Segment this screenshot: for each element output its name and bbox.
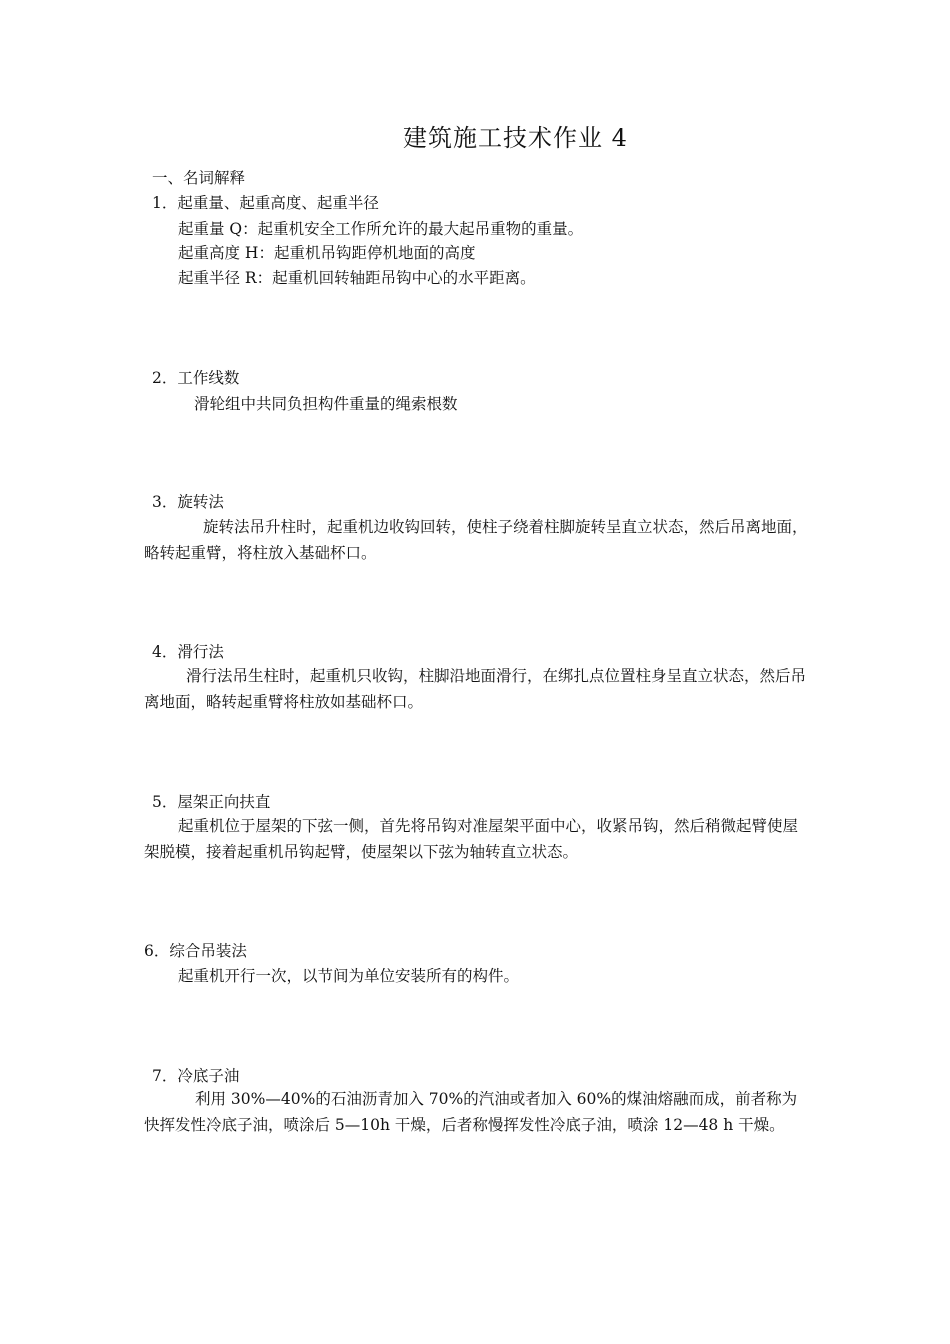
section-heading: 一、名词解释 (152, 169, 246, 187)
item-7-text: 利用 30%—40%的石油沥青加入 70%的汽油或者加入 60%的煤油熔融而成，前者称为快挥发性冷底子油，喷涂后 5—10h 干燥，后者称慢挥发性冷底子油，喷涂 12—48 h 干燥。 (144, 1090, 798, 1134)
item-6-heading: 6．综合吊装法 (144, 942, 247, 960)
item-7-heading: 7．冷底子油 (152, 1067, 240, 1085)
item-1-line-2: 起重高度 H：起重机吊钩距停机地面的高度 (178, 244, 476, 262)
item-5-heading: 5．屋架正向扶直 (152, 793, 271, 811)
item-1-line-3: 起重半径 R：起重机回转轴距吊钩中心的水平距离。 (178, 269, 536, 287)
item-2-heading: 2．工作线数 (152, 369, 240, 387)
item-4-text: 滑行法吊生柱时，起重机只收钩，柱脚沿地面滑行，在绑扎点位置柱身呈直立状态，然后吊离地面，略转起重臂将柱放如基础杯口。 (144, 667, 807, 711)
item-4-heading: 4．滑行法 (152, 643, 224, 661)
item-1-line-1: 起重量 Q：起重机安全工作所允许的最大起吊重物的重量。 (178, 220, 584, 238)
item-3-heading: 3．旋转法 (152, 493, 224, 511)
item-3-text: 旋转法吊升柱时，起重机边收钩回转，使柱子绕着柱脚旋转呈直立状态，然后吊离地面，略转起重臂，将柱放入基础杯口。 (144, 518, 808, 562)
item-6-text: 起重机开行一次，以节间为单位安装所有的构件。 (178, 967, 520, 985)
item-5-text: 起重机位于屋架的下弦一侧，首先将吊钩对准屋架平面中心，收紧吊钩，然后稍微起臂使屋架脱模，接着起重机吊钩起臂，使屋架以下弦为轴转直立状态。 (144, 817, 799, 861)
item-1-heading: 1．起重量、起重高度、起重半径 (152, 194, 379, 212)
document-title: 建筑施工技术作业 4 (403, 124, 628, 152)
item-2-text: 滑轮组中共同负担构件重量的绳索根数 (194, 395, 458, 413)
